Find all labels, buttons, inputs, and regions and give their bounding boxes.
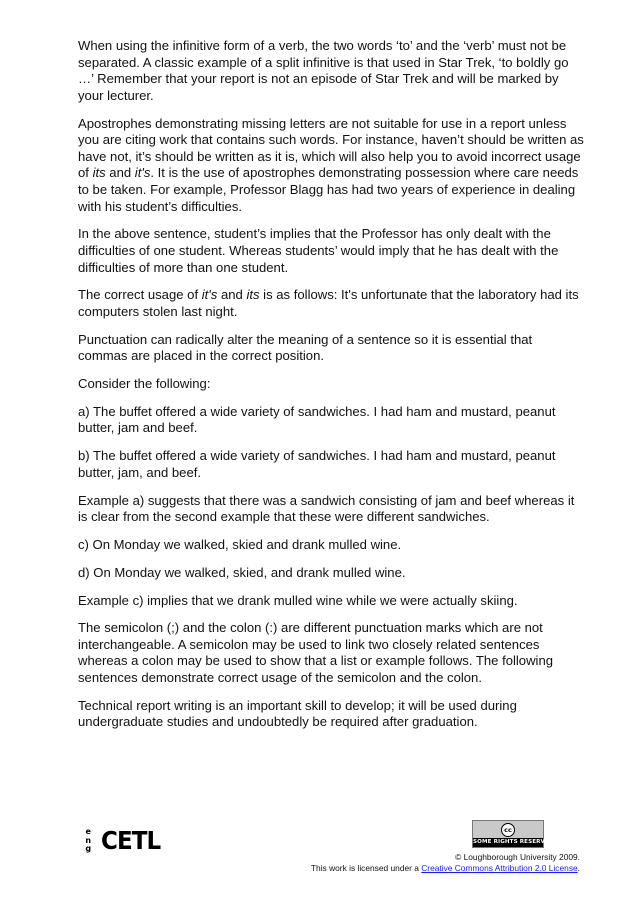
logo-eng-stack: e n g <box>85 827 91 854</box>
cc-icon: cc <box>501 823 515 837</box>
paragraph-its-usage: The correct usage of it's and its is as follows: It's unfortunate that the laboratory had its computers stolen last night. <box>78 287 579 319</box>
paragraph-example-c-explained: Example c) implies that we drank mulled wine while we were actually skiing. <box>78 592 518 608</box>
cc-badge-text: SOME RIGHTS RESERVED <box>473 839 554 845</box>
paragraph-consider: Consider the following: <box>78 376 211 392</box>
example-b: b) The buffet offered a wide variety of sandwiches. I had ham and mustard, peanut butter, jam, and beef. <box>78 448 556 480</box>
paragraph-punctuation: Punctuation can radically alter the meaning of a sentence so it is essential that commas are placed in the correct position. <box>78 331 533 364</box>
paragraph-apostrophes: Apostrophes demonstrating missing letters are not suitable for use in a report unless you are citing work that contains such words. For instance, haven’t should be written as have not, it’s should be written as it is, which will also help you to avoid incorrect usage of its and it's. It is the use of apostrophes demonstrating possession where care needs to be taken. For example, Professor Blagg has had two years of experience in dealing with his student’s difficulties. <box>78 115 584 214</box>
creative-commons-badge[interactable] <box>472 820 554 848</box>
paragraph-conclusion: Technical report writing is an important skill to develop; it will be used during undergraduate studies and undoubtedly be required after graduation. <box>78 697 517 730</box>
paragraph-semicolon-colon: The semicolon (;) and the colon (:) are different punctuation marks which are not interchangeable. A semicolon may be used to link two closely related sentences whereas a colon may be used to show that a list or example follows. The following sentences demonstrate correct usage of the semicolon and the colon. <box>78 620 554 686</box>
logo-cetl-word: CETL <box>101 826 161 855</box>
example-a: a) The buffet offered a wide variety of sandwiches. I had ham and mustard, peanut butter, jam and beef. <box>78 403 556 436</box>
example-d: d) On Monday we walked, skied, and drank mulled wine. <box>78 564 406 580</box>
paragraph-split-infinitive: When using the infinitive form of a verb, the two words ‘to’ and the ‘verb’ must not be separated. A classic example of a split infinitive is that used in Star Trek, ‘to boldly go …’ Remember that your report is not an episode of Star Trek and will be marked by your lecturer. <box>78 38 569 103</box>
example-c: c) On Monday we walked, skied and drank mulled wine. <box>78 536 402 552</box>
body-text <box>78 38 584 742</box>
paragraph-example-a-explained: Example a) suggests that there was a sandwich consisting of jam and beef whereas it is clear from the second example that these were different sandwiches. <box>78 492 575 525</box>
paragraph-student-possessive: In the above sentence, student’s implies that the Professor has only dealt with the difficulties of one student. Whereas students’ would imply that he has dealt with the difficulties of more than one student. <box>78 226 559 275</box>
copyright-notice: © Loughborough University 2009. <box>455 852 580 862</box>
license-notice: This work is licensed under a Creative Commons Attribution 2.0 License. <box>310 863 580 873</box>
license-link[interactable]: Creative Commons Attribution 2.0 License <box>421 863 578 873</box>
engcetl-logo <box>78 826 165 856</box>
